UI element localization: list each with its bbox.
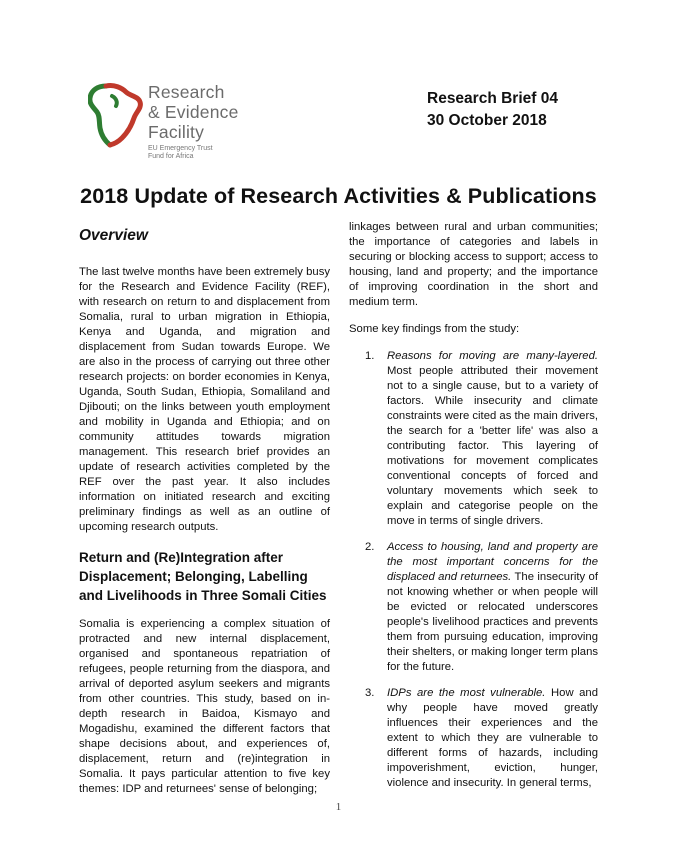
- left-column: [79, 224, 330, 797]
- overview-heading: Overview: [79, 227, 148, 244]
- continued-paragraph: linkages between rural and urban communities; the importance of categories and labels in securing or blocking access to support; access to housing, land and property; and the importance of improving coordination in the short and medium term.: [349, 221, 598, 308]
- section-paragraph: Somalia is experiencing a complex situation of protracted and new internal displacement, organised and spontaneous repatriation of refugees, people returning from the diaspora, and arrival of deported asylum seekers and migrants from other countries. This study, based on in-depth research in Baidoa, Kismayo and Mogadishu, examined the different factors that shape decisions about, and experiences of, displacement, return and (re)integration in Somalia. It pays particular attention to five key themes: IDP and returnees' sense of belonging;: [79, 618, 330, 795]
- logo-line-3: Facility: [148, 122, 205, 142]
- list-item: [349, 349, 598, 529]
- logo-sub: [148, 145, 239, 161]
- findings-list: [349, 349, 598, 791]
- list-number: 2.: [365, 541, 375, 553]
- page-number: 1: [335, 801, 342, 813]
- africa-map-icon: [88, 82, 144, 152]
- right-column: [349, 220, 598, 802]
- ref-logo: [88, 82, 268, 160]
- logo-sub-2: Fund for Africa: [148, 153, 194, 160]
- list-item: [349, 686, 598, 791]
- brief-date: 30 October 2018: [427, 112, 547, 129]
- finding-text: How and why people have moved greatly influences their experiences and the extent to which they are vulnerable to different forms of hazards, including impoverishment, eviction, hunger, violence and insecurity. In general terms,: [387, 687, 598, 789]
- list-number: 3.: [365, 687, 375, 699]
- finding-text: Most people attributed their movement not to a single cause, but to a variety of factors. While insecurity and climate constraints were cited as the main drivers, the search for a 'better life' was also a contributing factor. This layering of motivations for movement complicates conventional concepts of forced and voluntary movements which seek to explain and categorise people on the move in terms of single drivers.: [387, 365, 598, 527]
- list-number: 1.: [365, 350, 375, 362]
- finding-lead: IDPs are the most vulnerable.: [387, 687, 546, 699]
- logo-line-1: Research: [148, 82, 225, 102]
- findings-intro: Some key findings from the study:: [349, 323, 520, 335]
- page-title: 2018 Update of Research Activities & Publications: [80, 184, 597, 208]
- logo-sub-1: EU Emergency Trust: [148, 145, 213, 152]
- brief-header: [427, 88, 558, 132]
- list-item: [349, 540, 598, 675]
- section-heading: Return and (Re)Integration after Displacement; Belonging, Labelling and Livelihoods in Three Somali Cities: [79, 550, 327, 603]
- logo-line-2: & Evidence: [148, 102, 239, 122]
- overview-paragraph: The last twelve months have been extremely busy for the Research and Evidence Facility (REF), with research on return to and displacement from Somalia, rural to urban migration in Ethiopia, Kenya and Uganda, and migration and displacement from Sudan towards Europe. We are also in the process of carrying out three other research projects: on border economies in Kenya, Uganda, South Sudan, Ethiopia, Somaliland and Djibouti; on the links between youth employment and mobility in Uganda and Ethiopia; and on community attitudes towards migration management. This research brief provides an update of research activities completed by the REF over the past year. It also includes information on initiated research and exciting preliminary findings as well as an outline of upcoming research outputs.: [79, 266, 330, 533]
- finding-lead: Access to housing, land and property are the most important concerns for the displaced and returnees.: [387, 541, 598, 583]
- finding-lead: Reasons for moving are many-layered.: [387, 350, 598, 362]
- logo-text: [148, 82, 239, 161]
- finding-text: The insecurity of not knowing whether or when people will be evicted or relocated underscores people's livelihood practices and prevents them from pursuing education, improving their shelters, or making longer term plans for the future.: [387, 571, 598, 673]
- brief-number: Research Brief 04: [427, 90, 558, 107]
